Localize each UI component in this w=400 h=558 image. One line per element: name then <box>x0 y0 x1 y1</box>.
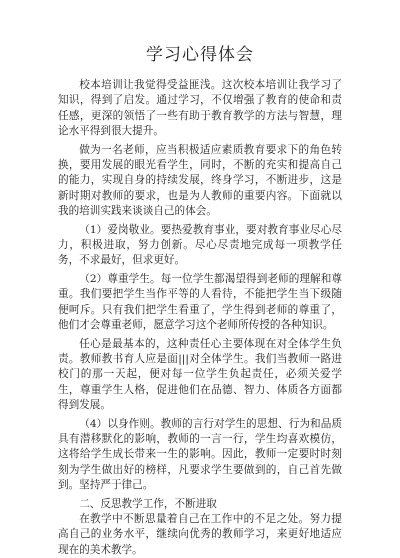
paragraph-point-2: （2）尊重学生。每一位学生都渴望得到老师的理解和尊重。我们要把学生当作平等的人看待，不能把学生当下级随便呵斥。只有我们把学生看重了，学生得到老师的尊重了，他们才会尊重老师，愿意学习这个老师所传授的各种知识。 <box>58 272 342 332</box>
paragraph-intro: 校本培训让我觉得受益匪浅。这次校本培训让我学习了知识，得到了启发。通过学习，不仅增强了教育的使命和责任感，更深的领悟了一些有助于教育教学的方法与智慧，理论水平得到很大提升。 <box>58 79 342 138</box>
paragraph-point-1: （1）爱岗敬业。要热爱教育事业，要对教育事业尽心尽力，积极进取，努力创新。尽心尽责地完成每一项教学任务，不求最好，但求更好。 <box>58 223 342 267</box>
paragraph-responsibility: 任心是最基本的，这种责任心主要体现在对全体学生负责。教师教书育人应是面|||对全体学生。我们当教师一路进校门的那一天起，便对每一位学生负起责任，必须关爱学生，尊重学生人格，促进他们在品德、智力、体质各方面都得到发展。 <box>58 337 342 412</box>
document-title: 学习心得体会 <box>146 45 254 65</box>
paragraph-role: 做为一名老师，应当积极适应素质教育要求下的角色转换，要用发展的眼光看学生，同时，不断的充实和提高自己的能力，实现自身的持续发展，终身学习，不断进步，这是新时期对教师的要求，也是为人教师的重要内容。下面就以我的培训实践来谈谈自己的体会。 <box>58 143 342 218</box>
section-heading: 二、反思教学工作，不断进取 <box>79 497 217 510</box>
paragraph-final: 在教学中不断思量着自己在工作中的不足之处。努力提高自己的业务水平，继续向优秀的教师学习，来更好地适应现在的美术教学。 <box>58 512 342 556</box>
paragraph-point-4: （4）以身作则。教师的言行对学生的思想、行为和品质具有潜移默化的影响，教师的一言一行，学生均喜欢模仿，这将给学生成长带来一生的影响。因此，教师一定要时时刻刻为学生做出好的榜样，凡要求学生要做到的，自己首先做到。坚持严于律己。 <box>58 417 342 492</box>
